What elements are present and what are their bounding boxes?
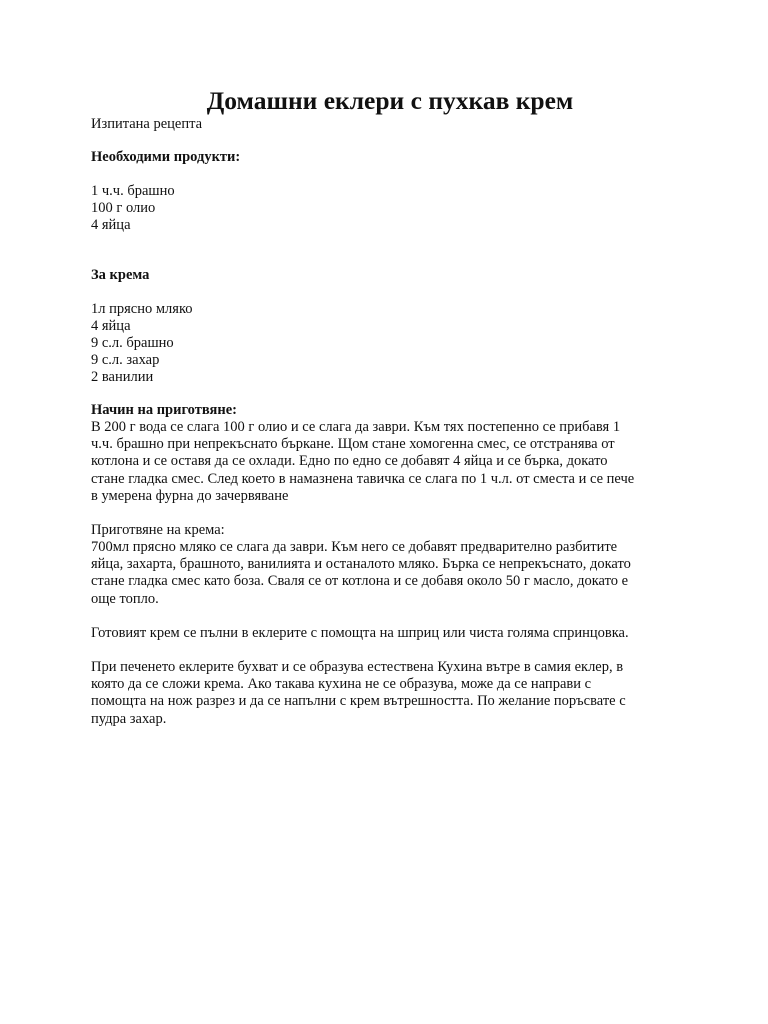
- cream-ingredient-item: 9 с.л. брашно: [91, 335, 174, 351]
- ingredients-heading: Необходими продукти:: [91, 149, 241, 165]
- method-line: ч.ч. брашно при непрекъснато бъркане. Щом стане хомогенна смес, се отстранява от: [91, 436, 615, 453]
- cream-heading: За крема: [91, 267, 150, 283]
- cream-method-paragraph: [91, 539, 679, 608]
- cream-method-line: 700мл прясно мляко се слага да заври. Към него се добавят предварително разбитите: [91, 539, 618, 556]
- cream-method-line: още топло.: [91, 590, 159, 607]
- method-line: В 200 г вода се слага 100 г олио и се слага да заври. Към тях постепенно се прибавя 1: [91, 419, 621, 435]
- method-line: котлона и се оставя да се охлади. Едно по едно се добавят 4 яйца и се бърка, докато: [91, 453, 608, 470]
- ingredients-list: [91, 183, 679, 234]
- document-page: [91, 86, 679, 728]
- ingredient-item: 1 ч.ч. брашно: [91, 183, 175, 199]
- page-title: Домашни еклери с пухкав крем: [206, 86, 574, 115]
- method-line: стане гладка смес. След което в намазнена тавичка се слага по 1 ч.л. от сместа и се пече: [91, 470, 635, 487]
- cream-ingredients-list: [91, 301, 679, 386]
- ingredient-item: 100 г олио: [91, 200, 156, 216]
- ingredient-item: 4 яйца: [91, 217, 131, 233]
- cream-method-line: яйца, захарта, брашното, ванилията и останалото мляко. Бърка се непрекъснато, докато: [91, 556, 631, 573]
- final-line: която да се сложи крема. Ако такава кухина не се образува, може да се направи с: [91, 676, 592, 693]
- subtitle: Изпитана рецепта: [91, 116, 203, 132]
- cream-ingredient-item: 4 яйца: [91, 318, 131, 334]
- cream-method-line: стане гладка смес като боза. Сваля се от котлона и се добавя около 50 г масло, докато е: [91, 573, 629, 590]
- final-paragraph: [91, 659, 679, 728]
- cream-ingredient-item: 1л прясно мляко: [91, 301, 193, 317]
- cream-ingredient-item: 2 ванилии: [91, 369, 154, 385]
- final-line: помощта на нож разрез и да се напълни с крем вътрешността. По желание поръсвате с: [91, 693, 626, 710]
- cream-ingredient-item: 9 с.л. захар: [91, 352, 160, 368]
- cream-method-heading: Приготвяне на крема:: [91, 522, 225, 539]
- method-line: в умерена фурна до зачервяване: [91, 487, 289, 504]
- method-heading: Начин на приготвяне:: [91, 402, 237, 418]
- method-paragraph: [91, 419, 679, 505]
- filling-paragraph: Готовият крем се пълни в еклерите с помощта на шприц или чиста голяма спринцовка.: [91, 624, 629, 641]
- final-line: При печенето еклерите бухват и се образува естествена Кухина вътре в самия еклер, в: [91, 659, 624, 676]
- final-line: пудра захар.: [91, 710, 167, 727]
